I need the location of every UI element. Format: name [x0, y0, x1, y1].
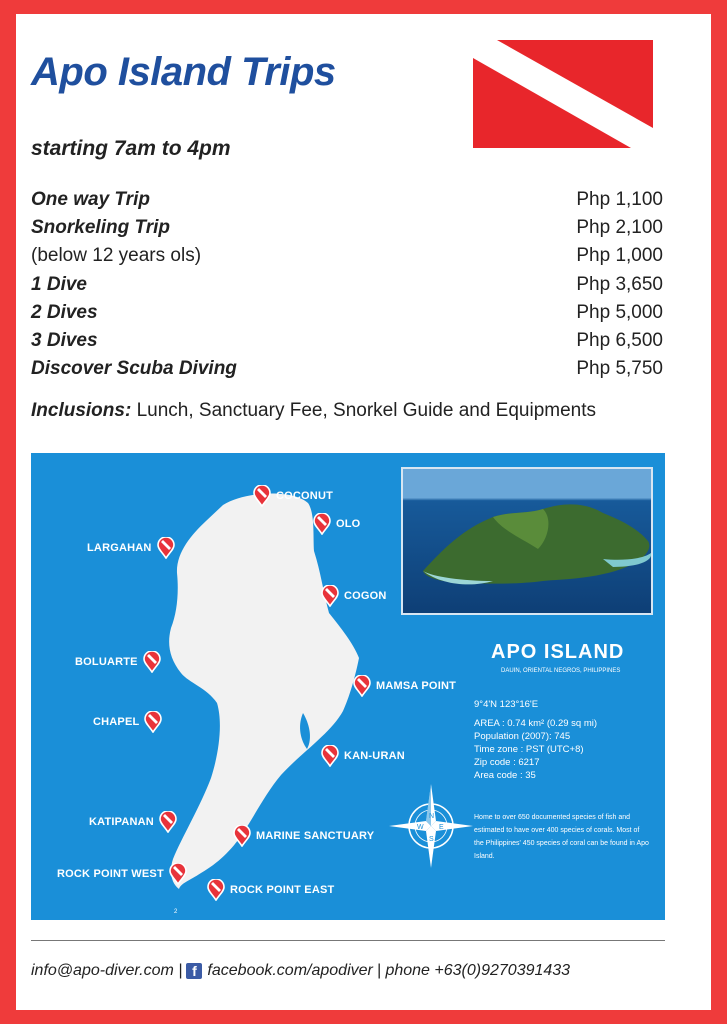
island-location: DAUIN, ORIENTAL NEGROS, PHILIPPINES — [501, 668, 621, 674]
price-label: 3 Dives — [31, 329, 98, 351]
price-row — [31, 186, 663, 214]
map-pin-icon — [313, 513, 331, 535]
timezone: Time zone : PST (UTC+8) — [474, 744, 584, 755]
dive-site-marker — [207, 879, 334, 901]
dive-site-label: COGON — [344, 590, 387, 602]
dive-site-marker — [353, 675, 456, 697]
price-label: (below 12 years ols) — [31, 245, 202, 267]
map-pin-icon — [169, 863, 187, 885]
map-pin-icon — [233, 825, 251, 847]
price-label: 2 Dives — [31, 301, 98, 323]
price-value: Php 6,500 — [576, 329, 663, 351]
zip-code: Zip code : 6217 — [474, 757, 540, 768]
map-pin-icon — [144, 711, 162, 733]
price-value: Php 2,100 — [576, 217, 663, 239]
price-row — [31, 214, 663, 242]
price-label: One way Trip — [31, 189, 150, 210]
island-description: Home to over 650 documented species of fish and estimated to have over 400 species of corals. Most of the Philippines' 450 species of coral can be found in Apo Island. — [474, 814, 649, 860]
dive-site-marker — [313, 513, 360, 535]
facebook-link[interactable]: facebook.com/apodiver — [207, 962, 373, 979]
area-code: Area code : 35 — [474, 770, 536, 781]
area: AREA : 0.74 km² (0.29 sq mi) — [474, 718, 598, 729]
population: Population (2007): 745 — [474, 731, 571, 742]
dive-site-label: COCONUT — [276, 490, 334, 502]
dive-site-label: ROCK POINT WEST — [57, 868, 164, 880]
map-pin-icon — [321, 585, 339, 607]
contact-footer — [31, 962, 570, 980]
dive-site-marker — [75, 651, 161, 673]
island-photo — [401, 467, 653, 615]
inclusions-text: Lunch, Sanctuary Fee, Snorkel Guide and Equipments — [131, 400, 597, 421]
dive-site-marker — [93, 711, 162, 733]
svg-text:2: 2 — [174, 909, 178, 915]
map-pin-icon — [157, 537, 175, 559]
map-pin-icon — [253, 485, 271, 507]
dive-site-label: BOLUARTE — [75, 656, 138, 668]
dive-site-label: KAN-URAN — [344, 750, 405, 762]
price-row — [31, 271, 663, 299]
inclusions-label: Inclusions: — [31, 400, 132, 421]
price-list — [31, 186, 663, 383]
island-name: APO ISLAND — [491, 641, 625, 663]
dive-site-label: ROCK POINT EAST — [230, 884, 335, 896]
price-value: Php 5,000 — [576, 301, 663, 323]
facebook-icon: f — [186, 963, 202, 979]
compass-s: S — [429, 836, 434, 843]
dive-site-marker — [57, 863, 187, 885]
page-title: Apo Island Trips — [31, 50, 336, 94]
dive-site-marker — [321, 585, 387, 607]
email-link[interactable]: info@apo-diver.com | — [31, 962, 183, 979]
price-value: Php 1,100 — [576, 189, 663, 210]
price-label: Discover Scuba Diving — [31, 358, 237, 380]
price-row — [31, 327, 663, 355]
compass-e: E — [439, 824, 444, 831]
compass-n: N — [429, 813, 435, 820]
map-pin-icon — [353, 675, 371, 697]
price-label: Snorkeling Trip — [31, 217, 171, 239]
dive-site-label: LARGAHAN — [87, 542, 152, 554]
price-value: Php 1,000 — [576, 245, 663, 267]
dive-site-marker — [321, 745, 405, 767]
price-value: Php 5,750 — [576, 358, 663, 380]
dive-site-label: MAMSA POINT — [376, 680, 457, 692]
dive-site-map — [31, 453, 665, 920]
dive-site-marker — [87, 537, 175, 559]
map-pin-icon — [143, 651, 161, 673]
price-value: Php 3,650 — [576, 273, 663, 295]
price-row — [31, 299, 663, 327]
dive-site-label: OLO — [336, 518, 361, 530]
map-pin-icon — [159, 811, 177, 833]
dive-flag-icon — [473, 40, 653, 148]
dive-site-label: CHAPEL — [93, 716, 140, 728]
inclusions — [31, 400, 596, 422]
compass-rose-icon — [386, 781, 476, 871]
footer-divider — [31, 940, 665, 941]
phone-number: | phone +63(0)9270391433 — [376, 962, 571, 979]
dive-site-marker — [233, 825, 374, 847]
island-facts — [474, 698, 597, 782]
dive-site-marker — [253, 485, 333, 507]
coords: 9°4'N 123°16'E — [474, 699, 539, 710]
dive-site-marker — [89, 811, 177, 833]
price-label: 1 Dive — [31, 273, 87, 295]
map-pin-icon — [207, 879, 225, 901]
map-pin-icon — [321, 745, 339, 767]
price-row — [31, 242, 663, 270]
dive-site-label: KATIPANAN — [89, 816, 154, 828]
operating-hours: starting 7am to 4pm — [31, 137, 231, 160]
price-row — [31, 355, 663, 383]
compass-w: W — [417, 824, 424, 831]
dive-site-label: MARINE SANCTUARY — [256, 830, 375, 842]
